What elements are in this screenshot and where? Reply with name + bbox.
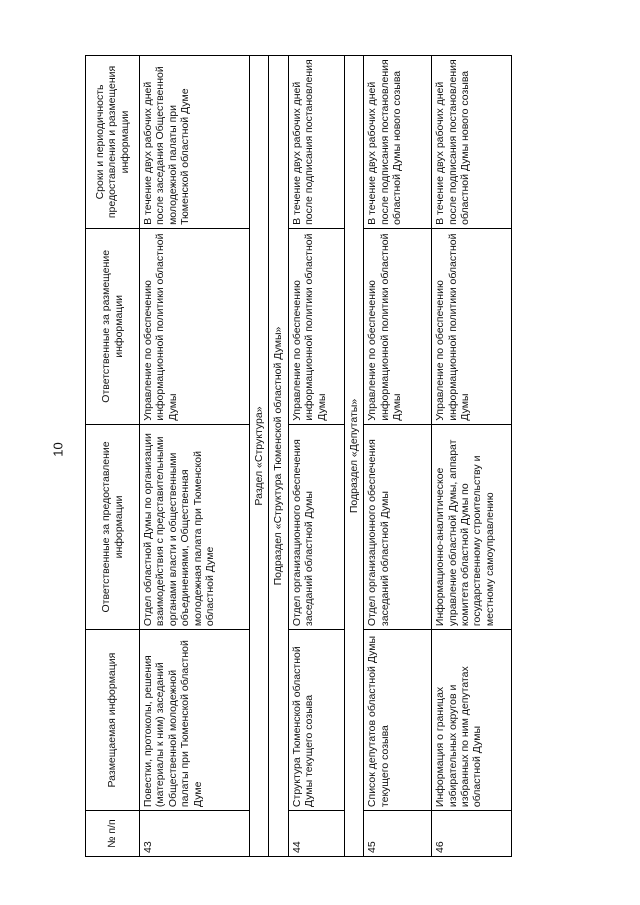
table-row [140, 56, 250, 857]
cell-provide: Отдел организационного обеспечения заседаний областной Думы [364, 424, 432, 629]
section-row [344, 56, 363, 857]
cell-place: Управление по обеспечению информационной политики областной Думы [288, 228, 344, 424]
cell-num: 46 [432, 811, 512, 857]
cell-provide: Отдел областной Думы по организации взаимодействия с представительными органами власти и общественными объединениями, Общественная молодежная палата при Тюменской областной Думе [140, 424, 250, 629]
section-row [269, 56, 288, 857]
cell-provide: Информационно-аналитическое управление областной Думы, аппарат комитета областной Думы по государственному строительству и местному самоуправлению [432, 424, 512, 629]
cell-terms: В течение двух рабочих дней после подписания постановления областной Думы нового созыва [432, 56, 512, 229]
cell-terms: В течение двух рабочих дней после подписания постановления областной Думы нового созыва [364, 56, 432, 229]
cell-info: Информация о границах избирательных округов и избранных по ним депутатах областной Думы [432, 630, 512, 811]
table-row [288, 56, 344, 857]
cell-terms: В течение двух рабочих дней после заседания Общественной молодежной палаты при Тюменской областной Думе [140, 56, 250, 229]
section-title: Подраздел «Депутаты» [344, 56, 363, 857]
cell-num: 43 [140, 811, 250, 857]
table-row [364, 56, 432, 857]
cell-terms: В течение двух рабочих дней после подписания постановления [288, 56, 344, 229]
header-responsible-provide: Ответственные за предоставление информации [86, 424, 140, 629]
header-responsible-place: Ответственные за размещение информации [86, 228, 140, 424]
rotated-page-area [85, 55, 560, 857]
cell-provide: Отдел организационного обеспечения заседаний областной Думы [288, 424, 344, 629]
section-title: Раздел «Структура» [250, 56, 269, 857]
header-num: № п/п [86, 811, 140, 857]
cell-info: Повестки, протоколы, решения (материалы к ним) заседаний Общественной молодежной палаты при Тюменской областной Думе [140, 630, 250, 811]
table-row [432, 56, 512, 857]
section-title: Подраздел «Структура Тюменской областной Думы» [269, 56, 288, 857]
header-terms: Сроки и периодичность предоставления и размещения информации [86, 56, 140, 229]
cell-place: Управление по обеспечению информационной политики областной Думы [364, 228, 432, 424]
header-info: Размещаемая информация [86, 630, 140, 811]
cell-info: Структура Тюменской областной Думы текущего созыва [288, 630, 344, 811]
cell-info: Список депутатов областной Думы текущего созыва [364, 630, 432, 811]
cell-place: Управление по обеспечению информационной политики областной Думы [140, 228, 250, 424]
cell-num: 44 [288, 811, 344, 857]
table-header-row [86, 56, 140, 857]
cell-place: Управление по обеспечению информационной политики областной Думы [432, 228, 512, 424]
cell-num: 45 [364, 811, 432, 857]
table [85, 55, 512, 857]
section-row [250, 56, 269, 857]
page-number: 10 [50, 442, 66, 457]
info-table [85, 55, 560, 857]
